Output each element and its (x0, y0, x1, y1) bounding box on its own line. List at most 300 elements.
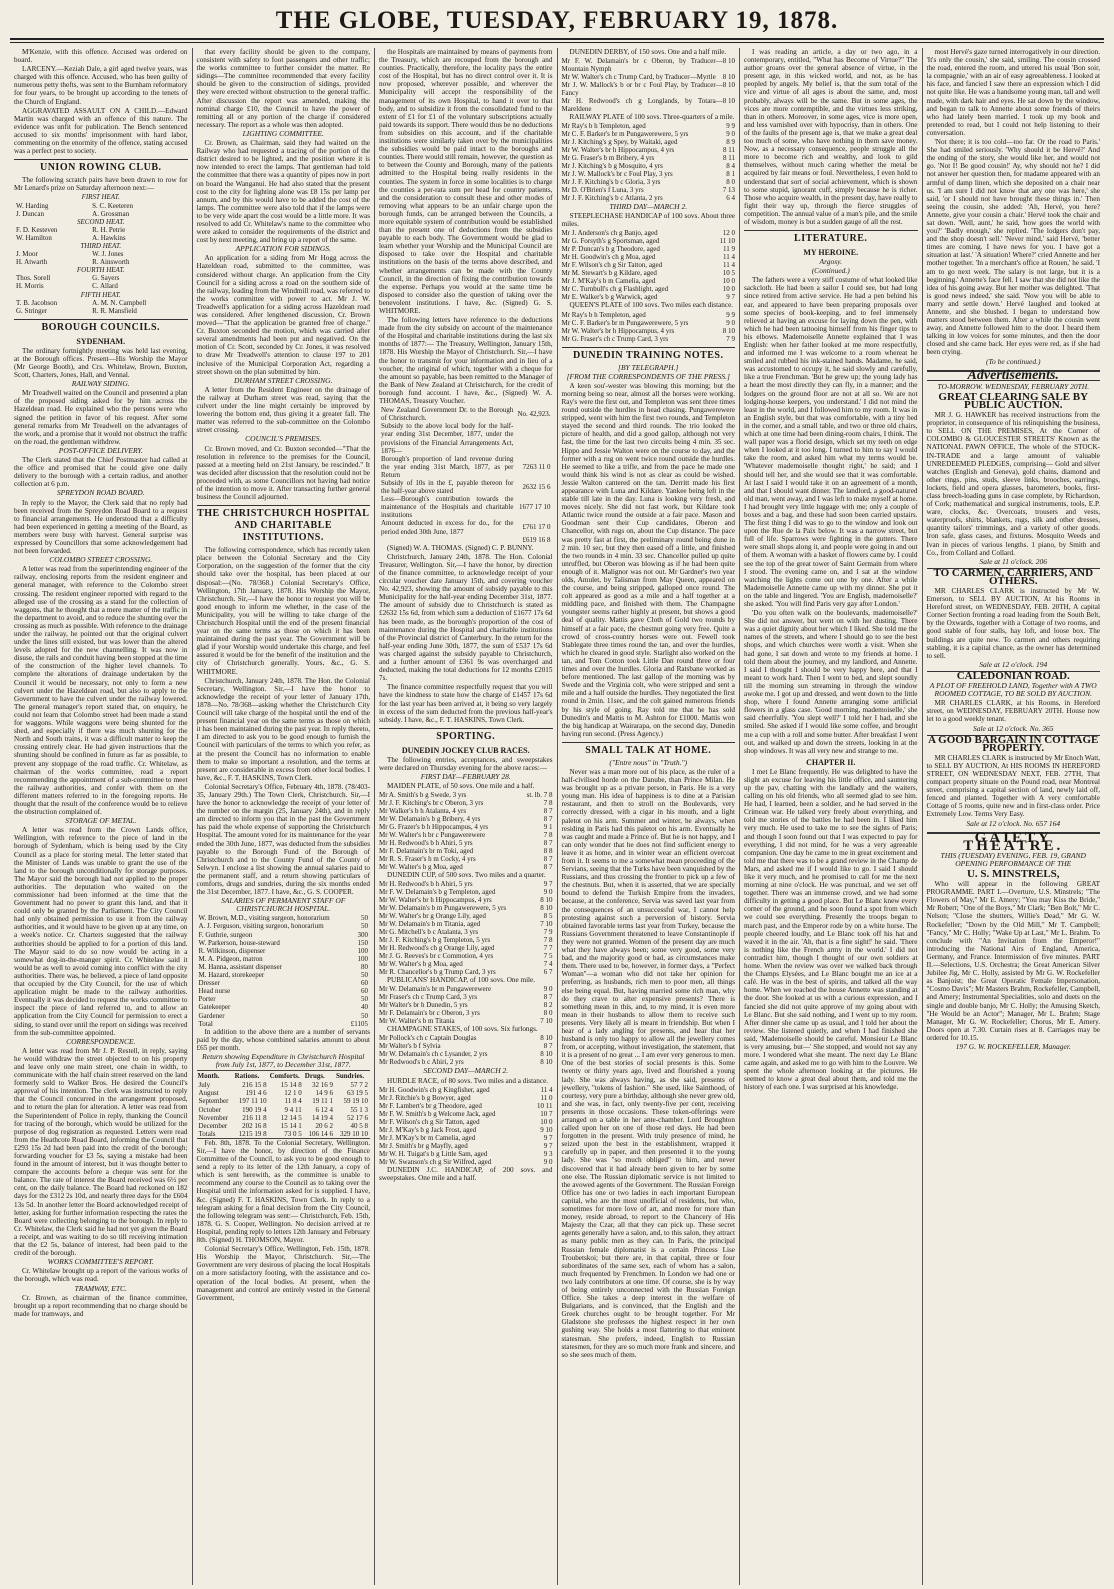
salary-name: Porter (198, 995, 216, 1004)
heat-row (14, 307, 188, 315)
horse-name: Mr Fraser's ch c Trump Card, 3 yrs (379, 993, 478, 1002)
salary-amount: 50 (361, 971, 368, 980)
table-cell: 9 4 11 (284, 1105, 302, 1114)
horse-weight: 7 8 (543, 831, 553, 840)
race-entry (379, 888, 553, 896)
race-title: DUNEDIN DERBY, of 150 sovs. One and a half mile. (569, 48, 727, 56)
article-paragraph: In addition to the above there are a number of servants paid by the day, whose combined salaries amount to about £65 per month. (196, 1027, 370, 1052)
article-paragraph: The Clerk stated that the Chief Postmaster had called at the office and promised that he could give one daily delivery to the borough with a certain radius, and another collection at 6 p.m. (14, 456, 188, 489)
salary-name: Head nurse (198, 987, 231, 996)
heat-row (14, 210, 188, 218)
section-heading: BOROUGH COUNCILS. (14, 319, 188, 334)
horse-name: Mr F. W. Smith's b g Welcome Jack, aged (379, 1109, 496, 1118)
article-paragraph: The following entries, acceptances, and sweepstakes were declared on Thursday evening for the above races:— (379, 755, 553, 772)
rower-name: T. B. Jacobson (16, 298, 58, 307)
horse-weight: 11 10 (719, 237, 735, 246)
heat-label-row (14, 193, 188, 201)
horse-weight: 7 5 (543, 952, 553, 961)
horse-weight: 7 10 (540, 1017, 553, 1026)
ad-footer: Sale at 12 o'clock. No. 657 164 (966, 818, 1061, 828)
rower-name: Thos. Sorell (16, 274, 51, 283)
article-paragraph: Cr. Brown, as chairman of the finance committee, brought up a report recommending that no charge should be made for tramways, and (14, 1293, 188, 1318)
table-cell: 216 15 8 (242, 1081, 267, 1090)
article-paragraph: A letter was read from the superintending engineer of the railway, enclosing reports from the resident engineer and general manager, with reference to the Colombo street crossing. The resident engineer reported with regard to the alleged use of the crossing as a stand for the collection of waggons, that he thought that a mere matter of the traffic in the department to avoid, and to reduce the shunting over the crossing as much as possible. With reference to the drainage under the railway, he pointed out that the original culvert under the lines still existed, but was lower than the altered levels adopted for the new channelling. It was now in disuse, the rails and conduit having been stopped at the time of the construction of the higher level channels. To complete the alterations of drainage undertaken by the Council it would be necessary, not only to form a new culvert under the Hazeldean road, but also to apply to the Government to have the culvert under the railway lowered. The general manager's report stated that, on enquiry, he could not learn that Colombo street had been made a stand for waggons. While waggons were being shunted for the shed, and especially if there was much shunting for the North and South trains, it was a difficult matter to keep the crossing entirely clear. He had given instructions that the shunting should be confined in future as far as possible, to prevent any stoppage of the road traffic. Cr. Whitelaw, as chairman of the works committee, read a report recommending the appointment of a sub-committee to meet the railway authorities, and confer with them on the different matters referred to in the foregoing reports. He thought that the result of the conference would be to relieve the obstruction complained of. (14, 565, 188, 817)
heat-label-row (14, 218, 188, 226)
article-paragraph: A letter was read from the Crown Lands office, Wellington, with reference to the piece of land in the borough of Sydenham, which is being used by the City Council as a place for storing metal. The letter stated that the Minister of Lands was unable to grant the use of the land to the borough unconditionally for storage purposes. The Mayor said the borough had not applied to the proper authorities. The deputation who waited on the commissioner had been informed at the time that the Government had no power to grant this land, and that it could only be granted by the Parliament. The City Council had only obtained permission to use it from the railway authorities, and it would have to be given up at any time, on a week's notice. Cr. Charters suggested that the railway authorities should be applied to for a portion of this land. The Mayor said to do so now would be acting in a somewhat dog-in-the-manger spirit. Cr. Whitelaw said it would be as well to avoid coming into conflict with the city authorities. There was, he believed, a piece of land opposite that occupied by the City Council, for the use of which application might be made to the railway authorities. Eventually it was decided to request the works committee to inspect the piece of land referred to, and to allow an application from the City Council for permission to erect a siding, to stand over until the report on sidings was received from the sub-committee appointed. (14, 826, 188, 1037)
race-entry (379, 823, 553, 831)
horse-name: Mr W. Walter's br g Orange Lily, aged (379, 912, 486, 921)
race-entry (562, 81, 736, 97)
table-cell: December (198, 1121, 228, 1130)
to-be-continued: (To be continued.) (985, 356, 1041, 366)
rower-name: G. Stringer (16, 306, 48, 315)
horse-weight: 7 9 (543, 928, 553, 937)
horse-name: Mr F. W. Delamain's b g Templeton, aged (379, 888, 496, 897)
race-entry (562, 162, 736, 170)
sub-heading: APPLICATION FOR SIDINGS. (235, 244, 331, 254)
chapter-heading: CHAPTER II. (806, 757, 856, 767)
horse-name: Mr R. Chancellor's b g Trump Card, 3 yrs (379, 968, 496, 977)
race-entry (562, 253, 736, 261)
horse-name: Mr G. Fraser's ch c Trump Card, 3 yrs (561, 334, 669, 343)
article-paragraph: The finance committee respectfully request that you will have the kindness to state how the charge of £1457 17s 6d for the last year has been arrived at, it being so very largely in excess of the sum deducted from the previous half-year's subsidy. I have, &c., F. T. HASKINS, Town Clerk. (379, 683, 553, 724)
table-cell: 106 14 6 (308, 1129, 333, 1138)
column-2[interactable] (192, 48, 375, 1585)
horse-weight: 6 7 (543, 968, 553, 977)
article-paragraph: A letter was read from Mr J. P. Restell, in reply, saying he would withdraw the street objected to on his property and leave only one main street, one chain in width, to communicate with the half chain street reserved on the land formerly sold to Walker Bros. He desired the Council's approval of his intention. The clerk was instructed to reply that the Council concurred in the arrangement proposed, and to return the plan for alteration. A letter was read from the Superintendent of Police in reply, thanking the Council for tracing of the borough, which would be utilized for the purpose of dog registration as requested. Letters were read from the Heathcote Road Board, informing the Council that £293 15s 2d had been paid into the credit of the borough; forwarding voucher for £3 5s, saying a mistake had been found in the amount of interest, but it was thought better to compare the accounts before a cheque was sent for the balance. The rate of interest the Board received was 6½ per cent, on the daily balance. The Board had reckoned on 182 days for the £312 2s 10d, and nearly three days for the £604 13s 5d. In another letter the Board acknowledged receipt of letter, asking for further information respecting the rates the Board were collecting belonging to the borough. In reply to Cr. Whitelaw, the Clerk said he had not yet given the Board a receipt, and was waiting to do so till receiving intimation that the £2 5s, balance of interest, had been paid to the credit of the borough. (14, 1046, 188, 1258)
horse-name: Mr J. F. Kitching's b g Templeton, 5 yrs (379, 936, 491, 945)
voucher-text (379, 536, 515, 544)
horse-name: Mr Walter's br h Dunedin, 5 yrs (379, 1001, 468, 1010)
table-cell: 190 19 4 (242, 1105, 267, 1114)
columns (10, 48, 1104, 1585)
race-entry (562, 146, 736, 154)
horse-name: Mr C. F. Barker's br m Pungawerewere, 5 yrs (561, 130, 689, 139)
horse-weight: 8 11 (723, 154, 735, 163)
horse-weight: 8 0 (726, 178, 735, 187)
salary-name: A. J. Ferguson, visiting surgeon, honorarium (198, 922, 324, 931)
horse-name: Mr R. S. Fraser's h m Cocky, 4 yrs (379, 855, 476, 864)
horse-weight: 7 9 (726, 334, 735, 343)
horse-name: Mr W. Walter's ch c Trump Card, by Traducer—Myrtle (561, 73, 716, 82)
table-cell: 202 16 8 (242, 1121, 267, 1130)
horse-weight: 9 0 (726, 130, 735, 139)
table-row (197, 1089, 371, 1097)
horse-weight: 9 9 (726, 310, 735, 319)
byline: (Continued.) (811, 266, 850, 276)
salary-row (197, 1020, 371, 1028)
article-paragraph: In reply to the Mayor, the Clerk said that no reply had been received from the Spreydon Road Board to a request to financial arrangements. He understood that a difficulty had been experienced in getting a meeting of the Board, as members were busy with harvest. General surprise was expressed by Councillors that some acknowledgement had not been forwarded. (14, 498, 188, 556)
horse-weight: 9 7 (543, 1141, 553, 1150)
table-cell: 40 5 8 (350, 1121, 368, 1130)
table-row (197, 1114, 371, 1122)
horse-weight: 8 9 (726, 138, 735, 147)
horse-name: Mr F. Wilson's ch g Sir Tatton, aged (379, 1117, 480, 1126)
horse-name: Mr G. Frazer's b h Hippocampus, 4 yrs (379, 823, 489, 832)
sub-heading: STORAGE OF METAL. (65, 816, 137, 826)
table-cell: 15 14 8 (280, 1081, 302, 1090)
horse-weight: 9 10 (540, 1125, 553, 1134)
section-heading: THE CHRISTCHURCH HOSPITAL AND CHARITABLE INSTITUTIONS. (197, 505, 371, 544)
horse-name: Mr J. M'Kay's br m Camelia, aged (379, 1133, 476, 1142)
article-paragraph: Never was a man more out of his place, as the ruler of a half-civilised horde on the Danube, than Prince Milan. He was brought up as a private person, in Paris. He is a very young man. His idea of happiness is to dine at a Parisian restaurant, and then to stroll on the Boulevards, very correctly dressed, with a cigar in his mouth, and a light paletot on his arm. Summer and winter, he always, when residing in Paris had this paletot on his arm. Eventually he was caught and made a Prince of. But he is not happy, and I can only wonder that he does not find sufficient energy to leave it as home, and in winter wear an efficient overcoat from it. It seems to me a somewhat mean proceeding of the Servians, seeing that the Turks have been vanquished by the Russians, and thus crossing the frontier to pick up a few of the chestnuts. But, when it is asserted, that we are specially bound to defend the Turkish Empire from the invaders, because, at the conference, Servia was saved last year from the consequences of an unsuccessful war, I cannot help protesting against such a perversion of history. Servia obtained favorable terms last year from Turkey, because the Russians Government threatened to leave Constantinople if they were not granted. Women of the present day are much what they have always been; some very good, some very bad, and the majority good or bad, as circumstances make them. There used to be, however, in former days, a "Perfect Woman"—a woman who did not take her opinion for preferring, as husbands, rich men to poor men, all things else being equal. But, having married some rich man, why do they crave to alter expensive presents? There is something mean in this, and, to my mind, it is even more mean in their husbands to allow them to receive such presents. Very likely all is meant in friendship. But when I hear of a lady angling for presents, and hear that her husband is only too happy to allow all the jewellery comes from, or accepting, without investigation, the statement, that it is a present of no great ... I am ever very generous to men. One of the best stories of social presents is this. Some twenty or thirty years ago, lived and flourished a young lady. She was always having, as she said, presents of jewellery, "tokens of fashion." She used, like Sainthood, of courtesy, very pure a birthday, although she never grew old, and she was, in fact, only twenty-five per cent, receiving presents in those occasions. These token-offerings were arranged on a table in her ante-chamber. Lord Broughton called upon her on one of those red days. He had been forgotten in the present. With truly presence of mind, he seized upon the best in the establishment, wrapped it carefully up in paper, and then presented it to the young lady. She was "so much obliged" to him, and never discovered that it had already been given to her by some one else. The Russian diplomatic service is not limited to the avowed agents of the Government. The Russian Foreign Office has one or two ladies in each important European capital, who are the most unofficial of residents, but who, sometimes for more love of art, and more for more than money, reside abroad, to report to the Chancery of His Majesty the Czar, all that they can pick up. These secret agents generally have a salon, and, to this salon, they attract as many public men as they can. In Paris, the principal Russian female diplomatist is a certain Princess Lise Troubetskoi; but there are, in that capital, three or four subordinates of the same sex, each of whom has a salon, much frequented by Frenchmen. In London we had one or two lady contributors at one time. Of course, she is by way of being entirely unconnected with the Russian Foreign Office. She takes a deep interest in the welfare of Bulgarians, and is convinced, that the English and the Greek churches ought to be brought together. For Mr Gladstone she professes the highest respect in her own gushing way. She holds a most flattering to that eminent statesman. She prefers, indeed, English to Russian statesmen, for they are so much more frank and sincere, and so she sees much of them. (561, 767, 735, 1359)
horse-weight: 8 7 (543, 807, 553, 816)
sub-heading: COUNCIL'S PREMISES. (245, 434, 322, 444)
horse-weight: 11 4 (540, 1085, 553, 1094)
table-cell: 73 0 5 (284, 1129, 302, 1138)
horse-name: Mr C. F. Barker's br m Pungawerewere, 5 yrs (561, 318, 689, 327)
ad-footer: 197 G. W. ROCKEFELLER, Manager. (955, 1041, 1071, 1051)
horse-weight: 8 10 (722, 326, 735, 335)
race-entry (379, 863, 553, 871)
horse-weight: 8 10 (540, 1034, 553, 1043)
race-entry (562, 311, 736, 319)
horse-weight: 8 7 (543, 863, 553, 872)
horse-weight: 9 1 (543, 823, 553, 832)
horse-name: Mr F. Wilson's ch g Sir Tatton, aged (561, 261, 663, 270)
column-4[interactable] (557, 48, 740, 1585)
horse-name: Mr H. Redwood's ch g Orange Lily, aged (379, 944, 495, 953)
horse-weight: 8 10 (722, 81, 735, 90)
horse-name: Mr F. Lambert's br g Theodore, aged (379, 1101, 482, 1110)
horse-weight: 8 4 (726, 162, 735, 171)
ad-footer: Sale at 11 o'clock. 206 (979, 556, 1047, 566)
race-title: MAIDEN PLATE, of 50 sovs. One mile and a half. (387, 782, 535, 791)
race-entry (379, 1150, 553, 1158)
table-cell: 14 19 4 (311, 1113, 333, 1122)
horse-name: Mr H. Redwood's ch g Longlands, by Totara—Mareldene (561, 97, 723, 114)
salaries-table (197, 914, 371, 1027)
horse-weight: 8 7 (543, 993, 553, 1002)
race-entry (379, 799, 553, 807)
horse-name: Mr J. W. Mallock's b or br c Foul Play, by Traducer—Fancy (561, 81, 723, 98)
day-heading: FIRST DAY—FEBRUARY 28. (420, 771, 511, 781)
column-5[interactable] (739, 48, 922, 1585)
troupe-name: U. S. MINSTRELS, (966, 868, 1060, 880)
table-cell: November (198, 1113, 229, 1122)
horse-name: Mr A. Smith's b g Swede, 3 yrs (379, 791, 467, 800)
article-paragraph: The fathers were a very stiff costume of what looked like sackcloth. He had been a sailor I could see, but had long since retired from active service. He had a pen behind his ear, and appeared to have been preparing proposals over some species of book-keeping, and to feel immensely relieved at having an excuse for laying down the pen, with which he had been tattooing himself from his finger tips to his elbows. Mademoiselle Annette explained that I was English: when her father looked at me more respectfully, and informed me I was welcome to a room whereat he smiled and rubbed his ink-stained hands. Madame, he said, was accustomed to occupy it, he said slowly and carefully, like a true Frenchman. 'But he grew up; the young lady has a heart the most directly they can fly, in a manner; and the lodgers on the ground floor are not at all so. We are not lodging-house keepers, you understand.' I did not mind the least in the world, and I followed him to my room. It was in an English style, but that was comfortable, with a tiny bed in the corner, and a small table, and two or three old chairs, which at one time had been dining-room chairs, I think. The wall paper was a florid design, which set my teeth on edge when I looked at it too long. I turned to him to say I would take the room, and asked him what my terms would be. 'Whatever mademoiselle thought right,' he said; and I should tell her, and she would see that it was comfortable. At last I said I would take it on an agreement of a month, and that I should want dinner. The landlord, a good-natured old man, went away, and I was left to make myself at home. I had brought very little luggage with me; only a couple of boxes and a bag, and these had soon been carried upstairs. The first thing I did was to go to the window and look out upon the Rue de la Paix below. It was a narrow street, but full of life. Sparrows were fighting in the gutters. There were small shops along it, and people were going in and out of them. A woman with a basket of flowers came by. I could see the top of the great tower of Saint Germain from where I stood. The evening came on, and I sat at the window watching the lights come out one by one. After a while Mademoiselle Annette came up with my dinner. She put it on the table and lingered. 'You are English, mademoiselle?' she asked. 'You will find Paris very gay after London.' (744, 276, 918, 608)
salary-row (197, 971, 371, 979)
race-entry (379, 1009, 553, 1017)
race-entry (379, 839, 553, 847)
race-entry (379, 960, 553, 968)
section-heading: SMALL TALK AT HOME. (562, 742, 736, 757)
salary-name: Gardener (198, 1011, 225, 1020)
race-entry (379, 920, 553, 928)
race-entry (379, 1050, 553, 1058)
horse-weight: 9 7 (726, 293, 735, 302)
salary-row (197, 987, 371, 995)
horse-weight: 6 4 (726, 194, 735, 203)
rower-name: R. R. Mansfield (92, 306, 137, 315)
heat-row (14, 202, 188, 210)
horse-name: Mr W. Delamain's ch c Lysander, 2 yrs (379, 1050, 488, 1059)
voucher-amount: £761 17 0 (522, 523, 551, 532)
horse-name: Mr W. Delamain's b g Bribery, 4 yrs (379, 815, 481, 824)
race-entries (379, 985, 553, 1025)
horse-weight: 9 7 (543, 1133, 553, 1142)
article-paragraph: A keen sou'-wester was blowing this morning; but the morning being so near, almost all the horses were working. Ray's were the first out, and Templeton was sent three times round outside the hurdles in head chasing. Pungawerewere stripped, went with him the first two rounds, and Templeton stayed the second and third rounds. The trio looked the picture of health, and did a good gallop, although not very fast, the time for the last two circuits being 4 min. 35 sec. Hippo and Jessie Walton were on the course to day, and the former with a rug on went twice round outside the hurdles. He seemed to like a trifle, and from the pace he made one would think his wind is not as clear as could be wished. Jessie Walton cantered on the tan. Derritt made his first appearance with Luna and Kildare. Yankee being left in the stable till late in the day. Luna is looking very fresh, and moves nicely. She did not fast work, but Kildare took Atlantic twice round the outside at a fair pace. Mason and Goodman sent their Cup candidates, Oberon and Chancellor, with rugs on, about the Cup distance. The pace was pretty fast at first, the preliminary round being done in 2 min. 10 sec, but they then eased off a little, and finished the two rounds in 4 min. 33 sec. Chancellor pulled up quite unruffled, but Oberon was blowing as if he had been quite enough of it. Malignor was not out. Mr Gardner's two year olds, Amulet, by Talisman from May Queen, appeared on the course, and being stripped, galloped once round. The colt appeared as good as a mile and a half together at a middling pace, and finished with them. The Champagne youngster seems rather highly at present, but shows a good deal of quality. Mattis gave Cloth of Gold two rounds by himself at a fair pace, the chestnut going very free. Quite a crowd of cross-country horses were out. Fewell took Stablegate three times round the tan, and over the hurdles, which he cleared in good style. Starlight also worked on the tan, and Tom Cotton took Little Dan round three or four times and over the hurdles. Gloria and Ratsbane worked as before mentioned. The last gallop of the morning was by Swede and the Virginia colt, who were stripped and sent a mile and a half outside the hurdles. They negotiated the first round in 2min. 11sec, and the colt gained numerous friends by his style of going. Ray told me that he has sold Dunedin's and Mattis to M. Ashton for £1000. Mattis won the big handicap at Wairarapa, on the second day, Dunedin having run second. (Press Agency.) (561, 381, 735, 738)
rower-name: H. Morris (16, 282, 44, 291)
race-entry (379, 928, 553, 936)
ad-text: MR CHARLES CLARK, at his Rooms, in Hereford street, on WEDNESDAY, FEBRUARY 20TH. House now let to a good weekly tenant. (926, 699, 1100, 724)
article-paragraph: 'Not there; it is too cold—too far. Or the road to Paris.' She had smiled seriously. 'Why should it be Hervé?' And the ending of the story, she would like her, and would not go. 'Not I! Be good cousin!' Ay, why should not he? I did not answer her question then, for madame appeared with an armful of damp linen, which she deposited on a chair near us. 'I am sure I did not know that any one was here,' she said, 'or I should not have brought these things in.' Then seeing the cousin, she added: 'Ah, Hervé, you here? Annette, give your cousin a chair.' Hervé took the chair and sat down. 'Well, aunt,' he said, 'how goes the world with you?' 'Badly enough,' she replied. 'The lodgers don't pay, and the shop doesn't sell.' 'Never mind,' said Hervé, 'better times are coming. I have news for you. I have got a situation at last.' 'A situation! Where?' cried Annette and her mother together. 'In a merchant's office at Rouen,' he said. 'I am to go next week. The salary is not large, but it is a beginning.' Annette's face fell. I saw that she did not like the idea of his going away. But her mother was delighted. 'That is good news indeed,' she said. 'Now you will be able to marry and settle down.' Hervé laughed and looked at Annette, and she blushed. I began to understand how matters stood between them. After a while the cousin went away, and Annette followed him to the door. I heard them talking in low voices for some minutes, and then the door closed and she came back. Her eyes were red, as if she had been crying. (926, 138, 1100, 357)
byline: [BY TELEGRAPH.] (618, 362, 679, 372)
horse-weight: 7 8 (543, 936, 553, 945)
column-3[interactable] (374, 48, 557, 1585)
table-cell: 6 12 4 (315, 1105, 333, 1114)
rower-name: W. J. Jones (92, 250, 124, 259)
salary-row (197, 963, 371, 971)
heat-label: THIRD HEAT. (80, 241, 122, 250)
horse-weight: 7 7 (543, 944, 553, 953)
article-paragraph: I met Le Blanc frequently. He was delighted to have the slight an excuse for leaving his little office, and sauntering up the pav, chatting with the landlady and the waiters, calling on his old friends, who all seemed glad to see him. He had, I learned, been a soldier, and he had served in the Crimean war. He talked very freely about everything, and told me stories of the battles he had been in. I liked him very much. He used to take me to see the sights of Paris; and though I soon found out that I was expected to pay for everything, I did not mind, for he was a very agreeable companion. One day he came to me in great excitement and told me that there was to be a grand review in the Champ de Mars, and asked me if I would like to go. I said I should like it very much, and he promised to call for me the next morning at nine o'clock. He was punctual, and we set off together. There was an immense crowd, and we had some difficulty in getting a good place. But Le Blanc knew every corner of the ground, and he soon found a spot from which we could see everything. Presently the troops began to march past, and the Emperor rode by on a white horse. The people cheered loudly, and Le Blanc took off his hat and waved it in the air. 'Ah, that is a fine sight!' he said. 'There is nothing like the French army in the world.' I did not contradict him, though I thought of our own soldiers at home. When the review was over we walked back through the Champs Elysées, and Le Blanc bought me an ice at a café. He was in the best of spirits, and talked all the way home. When we reached the house Annette was standing at the door. She looked at us with a curious expression, and I fancied she did not quite approve of my going about with Le Blanc. But she said nothing, and I went up to my room. After dinner she came up as usual, and I told her about the review. She listened quietly, and when I had finished she said, 'Mademoiselle should be careful. Monsieur Le Blanc is very amusing, but—' She stopped, and would not say any more. I wondered what she meant. The next day Le Blanc came again, and asked me to go with him to the Louvre. We spent the whole afternoon looking at the pictures. He seemed to know a great deal about them, and told me the history of each one. I was surprised at his knowledge. (744, 767, 918, 1092)
sub-heading: DURHAM STREET CROSSING. (234, 375, 333, 385)
race-entry (562, 130, 736, 138)
voucher-row (379, 422, 553, 454)
horse-name: Mr D. O'Brien's f Luna, 3 yrs (561, 186, 644, 195)
rower-name: W. Hamilton (16, 233, 52, 242)
salary-name: M. A. Pidgeon, matron (198, 954, 263, 963)
heat-row (14, 250, 188, 258)
horse-name: Mr H. Redwood's b h Ahiri, 5 yrs (379, 839, 473, 848)
horse-weight: 9 9 (726, 122, 735, 131)
article-paragraph: An application for a siding from Mr Hogg across the Hazeldean road, submitted to the committee, was considered without charge. An application from the City Council for a siding across a road on the southern side of the railway, leading from the Windmill road, was referred to the works committee with power to act. Mr J. W. Treadwell's application for a siding across Hazeldean road was considered. After lengthened discussion, Cr. Brown moved—"That the application be granted free of charge." Cr. Buxton seconded the motion, which was carried after several amendments had been put and negatived. On the motion of Cr. Scott, seconded by Cr. Jones, it was resolved to draw Mr Treadwell's attention to clause 197 to 201 inclusive of the Municipal Corporation Act, regarding a street shown on the plan submitted by him. (196, 254, 370, 376)
race-entry (379, 944, 553, 952)
race-entries (562, 122, 736, 202)
horse-weight: 12 0 (722, 229, 735, 238)
byline: ("Entre nous" in "Truth.") (609, 757, 688, 767)
race-entry (379, 1134, 553, 1142)
horse-weight: 7 4 (543, 960, 553, 969)
horse-weight: 10 0 (540, 1117, 553, 1126)
race-entry (379, 993, 553, 1001)
column-6[interactable] (922, 48, 1105, 1585)
article-paragraph: I was reading an article, a day or two ago, in a contemporary, entitled, "What has Become of Virtue?" The author groans over the general absence of virtue, in the present age, in this wicked world, and not, as he has peopled by angels. My belief is, that the sum total of the vice and virtue of all ages is about the same, and, most probably, always will be the same. But in some ages, the vices are more contemptible, and the virtues less striking, than in others. Moreover, in some ages, vice is more open, and less varnished over with hypocrisy, than in others. One of the faults of the present age is, that we make a great deal too much of some, who have nothing in them save money. Now, as a necessary consequence, people struggle all the more to become rich and wealthy, and look to gild themselves, without much caring whether the metal be acquired by fair means or foul. Nevertheless, I even hold to understand that sort of social achievement, which is shown to some stupid, ignorant cuff, simply because he is richer. Those who acquire wealth, in the present day, have really to fight their way up, through the fierce struggles of competition. The annual value of a man's pile, and the smile of wisdom, money is but a sudden gauge of all the rest. (744, 48, 918, 226)
race-title: HURDLE RACE, of 80 sovs. Two miles and a distance. (387, 1076, 549, 1085)
horse-weight: 9 0 (543, 1157, 553, 1166)
salary-row (197, 939, 371, 947)
horse-weight: 11 0 (540, 1093, 553, 1102)
race-entry (562, 170, 736, 178)
race-entry (562, 57, 736, 73)
race-entry (562, 261, 736, 269)
salary-amount: 50 (361, 1011, 368, 1020)
sub-heading: WORKS COMMITTEE'S REPORT. (47, 1257, 154, 1267)
table-cell: 216 11 8 (242, 1113, 267, 1122)
salary-amount: 100 (357, 946, 368, 955)
table-cell: 11 8 4 (284, 1097, 302, 1106)
voucher-amount: £619 16 8 (522, 535, 551, 544)
theatre-heading: GAIETY THEATRE. (927, 832, 1101, 850)
section-heading: LITERATURE. (744, 230, 918, 245)
horse-weight: 10 0 (722, 285, 735, 294)
salary-row (197, 922, 371, 930)
voucher-row (379, 455, 553, 479)
horse-name: Mr J. M'Kay's b m Camelia, aged (561, 277, 656, 286)
horse-name: Mr F. Delamain's br c Oberon, 3 yrs (379, 1009, 480, 1018)
voucher-row (379, 479, 553, 495)
article-paragraph: The following correspondence, which has recently taken place between the Colonial Secretary and the City Corporation, on the suggestion of the former that the city should take over the hospital, has been placed at our disposal:—(No. 78/368.) Colonial Secretary's Office, Wellington, 17th January, 1878. His Worship the Mayor, Christchurch. Sir,—I have the honor to request you will be good enough to inform me whether, in the case of the Municipality, you will be willing to take charge of the Christchurch Hospital until the end of the present financial year on the same terms as those on which it has been maintained during the past year. The Government will be glad if your Worship would undertake this charge, and feel assured it would be for the benefit of the institution and the city of Christchurch generally. Yours, &c., G. S. WHITMORE. (196, 546, 370, 676)
table-cell: 63 19 5 (347, 1089, 368, 1098)
ad-text: MR CHARLES CLARK is instructed by Mr Enoch Watt, to SELL BY AUCTION, At HIS ROOMS IN HEREFORD STREET, ON WEDNESDAY NEXT, FEB. 27TH, That compact property situate on the Pound road, near Montreal street, comprising a capital section of land, newly laid off, fenced and planted. Together with A very comfortable Cottage of 5 rooms, quite new and in first-class order. Price Extremely Low. Terms Very Easy. (926, 753, 1100, 819)
horse-weight: 8 7 (543, 839, 553, 848)
article-paragraph: The following letters have reference to the deductions made from the city subsidy on account of the maintenance of the Hospital and charitable institutions during the last six months of 1877:— The Treasury, Wellington, January 15th, 1878. His Worship the Mayor of Christchurch. Sir,—I have the honor to transmit for your information and in lieu of a voucher, the original of which, together with a cheque for the amount so payable, has been remitted to the Manager of the Bank of New Zealand at Christchurch, for the credit of borough fund account. I have, &c., (Signed) W. A. THOMAS, Treasury Voucher. (379, 316, 553, 406)
horse-name: Mr J. Kitching's b g Mosquito, 4 yrs (561, 162, 663, 171)
horse-weight: 8 11 (723, 146, 735, 155)
salary-amount: 300 (357, 930, 368, 939)
table-cell: 32 16 9 (311, 1081, 333, 1090)
race-entries (379, 1034, 553, 1066)
horse-name: Mr C. Turnbull's ch g Flashlight, aged (561, 285, 669, 294)
voucher-text: Subsidy to the above local body for the half-year ending 31st December, 1877, under the provisions of the Financial Arrangements Act, 1876— (381, 422, 514, 455)
sub-heading: MY HEROINE. (803, 248, 859, 258)
race-entry (562, 178, 736, 186)
race-entry (379, 952, 553, 960)
race-entry (379, 1110, 553, 1118)
ad-text: Who will appear in the following GREAT PROGRAMME. PART I.—Overture, U.S. Minstrels; "The Flowers of May," Mr E. Amery; "You may Kiss the Bride," Mr Robert; "One of the Boys," Mr Clark; "Ben Bolt," Mr C. Nelson; "Close the shutters, Willie's Dead," Mr G. W. Rockefeller; "Down by the Old Mill," Mr T. Campbell; "Fancy," Mr C. Holly; "Wake Up at Last," Mr L. Brahm. To conclude with "An Invitation from the Emperor!" introducing the National Airs of England, America, Germany, and France. Intermission of five minutes. PART II.—Selections, U.S. Orchestra; the Great American Silver Jubilee Jig, Mr C. Holly, assisted by Mr G. W. Rockefeller as Banjoist; the Great Operatic Female Impersonation, "Cosmo Davis"; Mr Masters Brahm, Rockefeller, Campbell, and Amery; Instrumental Specialities, solo and duets on the single and double banjo, Mr C. Holly; the Amusing Sketch, "He Would be an Actor"; Manager, Mr L. Brahm; Stage Manager, Mr G. W. Rockefeller; Chorus, Mr E. Amery. Doors open at 7.30. Curtain rises at 8. Carriages may be ordered for 10.15. (926, 880, 1100, 1042)
race-entry (562, 327, 736, 335)
voucher-row (379, 519, 553, 535)
race-entry (379, 968, 553, 976)
horse-name: Mr G. Fraser's b m Bribery, 4 yrs (561, 154, 655, 163)
horse-weight: 9 0 (543, 888, 553, 897)
horse-name: Mr W. Walter's h br c Pungawerewere (379, 831, 486, 840)
table-row (197, 1081, 371, 1089)
sub-heading: COLOMBO STREET CROSSING. (49, 555, 153, 565)
ad-title: A GOOD BARGAIN IN COTTAGE PROPERTY. (928, 733, 1099, 754)
sub-heading: SPREYDON ROAD BOARD. (56, 488, 145, 498)
heat-label-row (14, 242, 188, 250)
rower-name: J. Duncan (16, 209, 44, 218)
race-entry (379, 985, 553, 993)
table-cell: 57 7 2 (350, 1081, 368, 1090)
salary-amount: 40 (361, 1003, 368, 1012)
horse-weight: 10 7 (540, 1109, 553, 1118)
race-entries (562, 57, 736, 113)
heat-label-row (14, 266, 188, 274)
race-entry (379, 1126, 553, 1134)
race-entries (379, 880, 553, 976)
horse-weight: 8 7 (543, 815, 553, 824)
salary-name: W. Parkerson, house-steward (198, 938, 280, 947)
salary-row (197, 931, 371, 939)
horse-name: Mr H. Goodwin's ch g Moa, aged (561, 253, 656, 262)
horse-weight: 10 11 (537, 1101, 553, 1110)
article-paragraph: LARCENY.—Keziah Dale, a girl aged twelve years, was charged with this offence. Accused, who has been guilty of numerous petty thefts, was sent to the Burnham reformatory for four years, to be brought up according to the tenets of the Church of England. (14, 65, 188, 106)
race-entry (562, 154, 736, 162)
horse-weight: 11 4 (723, 253, 735, 262)
salary-name: Gatekeeper (198, 1003, 231, 1012)
article-paragraph: that every facility should be given to the company, consistent with safety to foot passengers and other traffic; the works committee to further consider the matter. Re sidings—The committee recommended that every facility should be given to the construction of sidings, provided they were erected without obstruction to the general traffic. After discussion the report was amended, making the nominal charge £10, the Council to have the power of remitting all or any portion of the charge if considered necessary. The report as a whole was then adopted. (196, 48, 370, 129)
salary-row (197, 1012, 371, 1020)
horse-name: Mr J. F. Kitching's br c Oberon, 3 yrs (379, 799, 484, 808)
table-cell: Totals (198, 1129, 216, 1138)
race-entry (562, 122, 736, 130)
horse-name: Mr W. Delamain's br m Pungawerewere (379, 985, 492, 994)
horse-weight: 8 10 (722, 97, 735, 106)
salary-name: Total (198, 1019, 213, 1028)
horse-name: Mr J. F. Kitching's b c Gloria, 3 yrs (561, 178, 661, 187)
race-entry (562, 285, 736, 293)
sub-heading: TRAMWAY, ETC. (74, 1283, 127, 1293)
horse-weight: 10 5 (722, 269, 735, 278)
heat-row (14, 258, 188, 266)
horse-name: Mr Walter's b f Sylvia (379, 1042, 441, 1051)
heat-row (14, 299, 188, 307)
table-cell: August (198, 1089, 219, 1098)
race-entry (562, 229, 736, 237)
heat-label: FOURTH HEAT. (76, 266, 125, 275)
voucher-amount: 2632 15 6 (522, 483, 551, 492)
section-heading: UNION ROWING CLUB. (14, 159, 188, 174)
race-title: RAILWAY PLATE of 100 sovs. Three-quarters of a mile. (569, 113, 735, 122)
horse-weight: 8 1 (726, 170, 735, 179)
horse-weight: 8 5 (543, 912, 553, 921)
expenditure-table (197, 1070, 371, 1139)
race-entry (379, 1001, 553, 1009)
horse-name: Mr G. Mitchell's b c Atalanta, 3 yrs (379, 928, 479, 937)
race-entry (379, 855, 553, 863)
race-entry (379, 831, 553, 839)
table-cell: September (198, 1097, 229, 1106)
salary-name: W. Brown, M.D., visiting surgeon, honorarium (198, 914, 330, 923)
horse-name: Mr J. W. Mallock's br c Foul Play, 3 yrs (561, 170, 673, 179)
article-paragraph: Christchurch, January 24th, 1878. The Hon. the Colonial Secretary, Wellington. Sir,—I have the honor to acknowledge the receipt of your letter of January 17th, 1878—No. 78/368—asking whether the Christchurch City Council will take charge of the hospital until the end of the present financial year on the same terms as those on which it has been maintained during the past year. In reply thereto, I am directed to ask you to be good enough to furnish the Council with particulars of the terms to which you refer, as at the present the Council has no information to enable them to make so important a resolution, and the terms at present are considerable in excess from other local bodies. I have, &c., F. T. HASKINS, Town Clerk. (196, 676, 370, 782)
race-entry (379, 815, 553, 823)
race-entry (379, 847, 553, 855)
rower-name: F. D. Kesteven (16, 225, 58, 234)
race-entry (562, 269, 736, 277)
article-paragraph: (Signed) W. A. THOMAS. (Signed) C. P. BUNNY. (387, 543, 534, 552)
horse-weight: 8 0 (543, 1009, 553, 1018)
horse-name: Mr Ray's b h Templeton, aged (561, 122, 646, 131)
heat-label: SECOND HEAT. (77, 217, 125, 226)
sub-heading: RAILWAY SIDING. (71, 379, 130, 389)
heat-label-row (14, 291, 188, 299)
race-entries (562, 311, 736, 343)
table-cell: October (198, 1105, 222, 1114)
rower-name: A. Hawkins (92, 233, 126, 242)
heat-row (14, 234, 188, 242)
horse-name: Mr Ray's b h Templeton, aged (561, 310, 646, 319)
ad-subtitle: A PLOT OF FREEHOLD LAND, Together with A TWO ROOMED COTTAGE, TO BE SOLD BY AUCTION. (929, 681, 1097, 699)
horse-name: Mr W. H. Tuigat's b g Little Sam, aged (379, 1149, 488, 1158)
race-entry (379, 791, 553, 799)
ad-footer: Sale at 12 o'clock. 194 (979, 659, 1048, 669)
horse-weight: 9 3 (543, 1149, 553, 1158)
horse-weight: 9 7 (543, 880, 553, 889)
day-heading: SECOND DAY—MARCH 2. (423, 1066, 509, 1076)
salary-row (197, 914, 371, 922)
horse-name: Mr W. Walter's br h Hippocampus, 4 yrs (379, 896, 492, 905)
table-cell: July (198, 1081, 211, 1090)
heats-table (14, 193, 188, 314)
column-1[interactable] (10, 48, 192, 1585)
table-cell: 55 1 3 (350, 1105, 368, 1114)
salary-amount: 60 (361, 979, 368, 988)
salary-name: M. Hanna, assistant dispenser (198, 962, 282, 971)
horse-name: Mr E. Walker's b g Warwick, aged (561, 293, 658, 302)
table-cell: 12 14 5 (280, 1113, 302, 1122)
salary-row (197, 947, 371, 955)
masthead-title: THE GLOBE, TUESDAY, FEBRUARY 19, 1878. (275, 7, 839, 34)
horse-name: Mr Redwood's b c Ahiri, 2 yrs (379, 1058, 464, 1067)
table-header: Month. (197, 1072, 220, 1081)
horse-weight: 8 10 (540, 1058, 553, 1067)
race-title: CHAMPAGNE STAKES, of 100 sovs. Six furlongs. (387, 1025, 538, 1034)
